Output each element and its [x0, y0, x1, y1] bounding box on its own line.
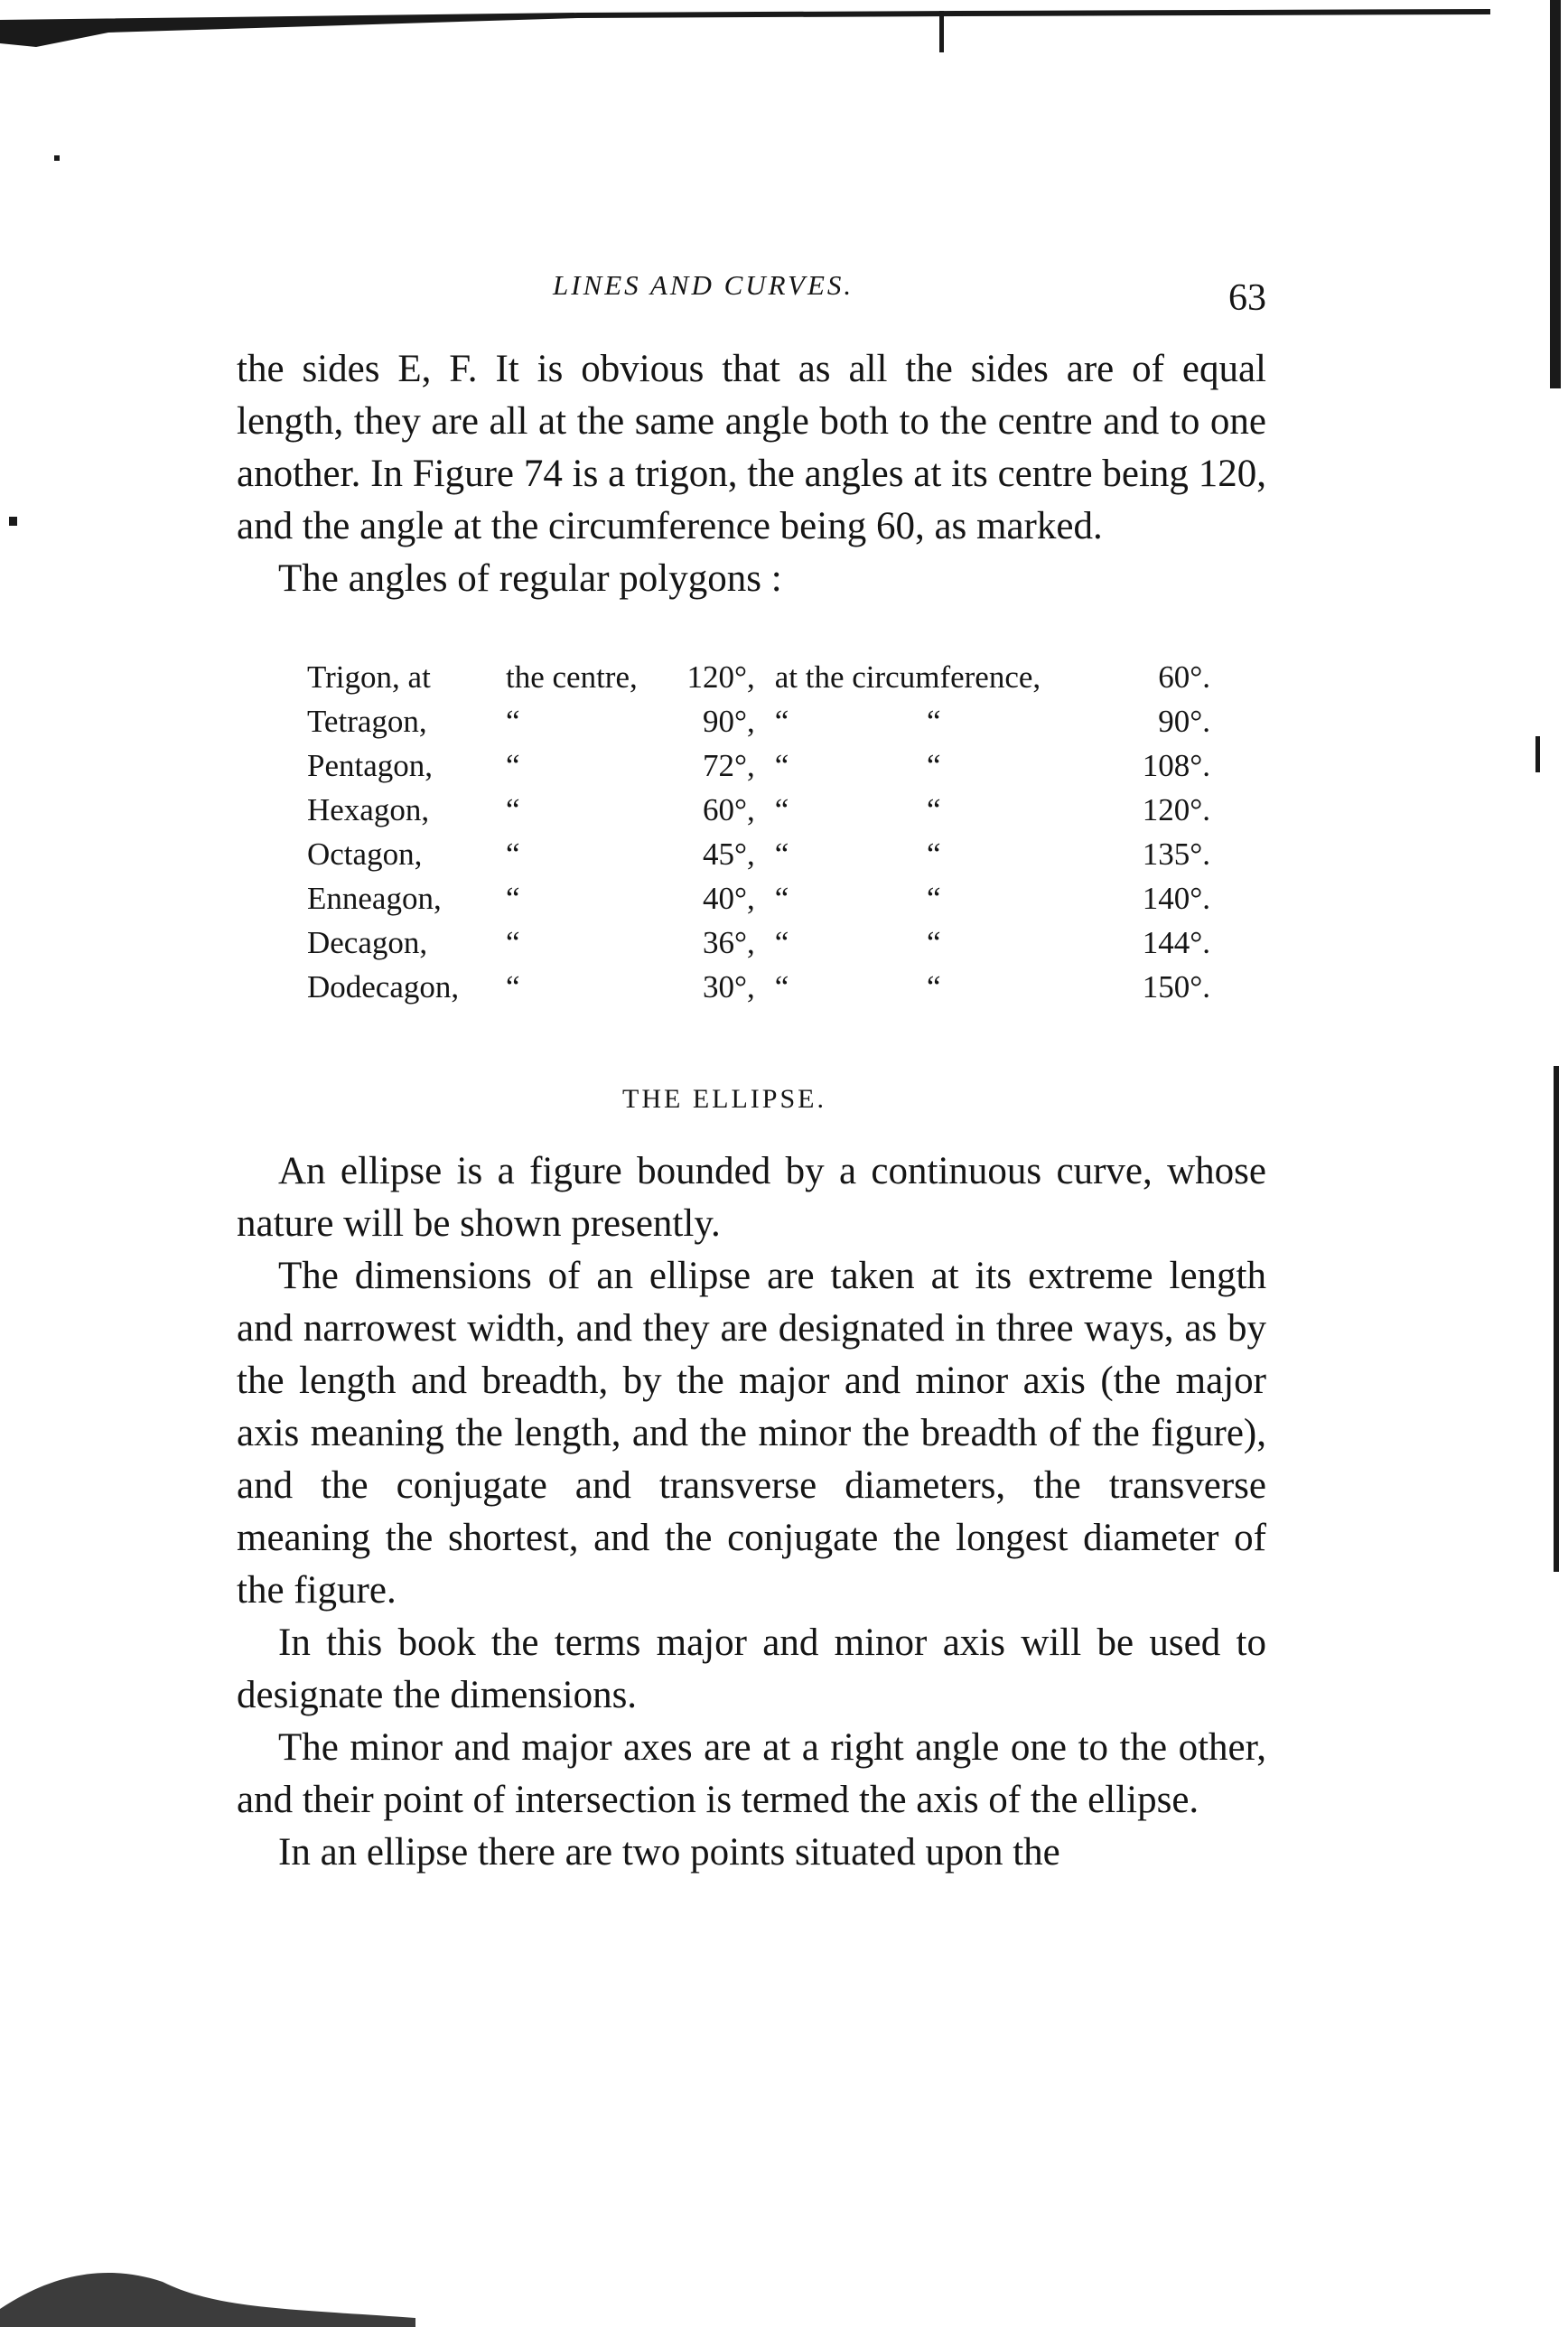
table-row [307, 881, 1210, 925]
ditto-mark: “ [774, 704, 789, 739]
ditto-mark: “ [926, 925, 941, 960]
centre-label: the centre, [506, 659, 638, 695]
polygon-name: Pentagon, [307, 748, 434, 783]
ditto-mark: “ [506, 792, 520, 827]
ditto-mark: “ [774, 748, 789, 783]
paragraph: In this book the terms major and minor axis will be used to designate the dimensions. [237, 1621, 1266, 1716]
centre-angle: 90°, [703, 704, 755, 739]
centre-angle: 60°, [703, 792, 755, 827]
table-row [307, 836, 1210, 881]
centre-angle: 45°, [703, 836, 755, 872]
ditto-mark: “ [506, 748, 520, 783]
ditto-mark: “ [926, 836, 941, 872]
polygon-angle-table [307, 659, 1210, 1014]
polygon-name: Tetragon, [307, 704, 427, 739]
centre-angle: 30°, [703, 969, 755, 1005]
page-number: 63 [1228, 277, 1266, 319]
centre-angle: 120°, [686, 659, 755, 695]
table-row [307, 969, 1210, 1014]
ditto-mark: “ [926, 792, 941, 827]
ditto-mark: “ [926, 704, 941, 739]
centre-angle: 72°, [703, 748, 755, 783]
table-row [307, 704, 1210, 748]
ditto-mark: “ [506, 704, 520, 739]
section-heading: THE ELLIPSE. [622, 1084, 826, 1114]
table-row [307, 659, 1210, 704]
ditto-mark: “ [926, 881, 941, 916]
polygon-name: Hexagon, [307, 792, 430, 827]
ditto-mark: “ [926, 969, 941, 1005]
ditto-mark: “ [774, 881, 789, 916]
ditto-mark: “ [926, 748, 941, 783]
circumference-angle: 120°. [1142, 792, 1210, 827]
scan-speck [1535, 736, 1540, 772]
paragraph: An ellipse is a figure bounded by a continuous curve, whose nature will be shown presently. [237, 1150, 1266, 1245]
centre-angle: 40°, [703, 881, 755, 916]
polygon-name: Dodecagon, [307, 969, 460, 1005]
circumference-angle: 140°. [1142, 881, 1210, 916]
polygon-name: Octagon, [307, 836, 423, 872]
circumference-angle: 90°. [1158, 704, 1210, 739]
paragraph: the sides E, F. It is obvious that as all the sides are of equal length, they are all at the same angle both to the centre and to one another. In Figure 74 is a trigon, the angles at its centre being 120, and the angle at the circumference being 60, as marked. [237, 348, 1266, 547]
polygon-name: Trigon, at [307, 659, 431, 695]
table-row [307, 792, 1210, 836]
table-intro: The angles of regular polygons : [278, 557, 782, 600]
scan-edge-right [1532, 0, 1568, 2327]
ditto-mark: “ [774, 925, 789, 960]
circumference-angle: 144°. [1142, 925, 1210, 960]
circumference-angle: 60°. [1158, 659, 1210, 695]
paragraph: In an ellipse there are two points situated upon the [278, 1831, 1060, 1874]
circumference-label: at the circumference, [774, 659, 1041, 695]
circumference-angle: 150°. [1142, 969, 1210, 1005]
scan-speck [54, 155, 60, 161]
ditto-mark: “ [774, 836, 789, 872]
ditto-mark: “ [506, 969, 520, 1005]
running-title: LINES AND CURVES. [553, 269, 854, 301]
ditto-mark: “ [506, 881, 520, 916]
polygon-name: Decagon, [307, 925, 428, 960]
circumference-angle: 108°. [1142, 748, 1210, 783]
ditto-mark: “ [774, 969, 789, 1005]
circumference-angle: 135°. [1142, 836, 1210, 872]
scan-speck [9, 517, 17, 526]
paragraph: The dimensions of an ellipse are taken at its extreme length and narrowest width, and they are designated in three ways, as by the length and breadth, by the major and minor axis (the major axis meaning the length, and the minor the breadth of the figure), and the conjugate and transverse diameters, the transverse meaning the shortest, and the conjugate the longest diameter of the figure. [237, 1255, 1266, 1612]
ditto-mark: “ [506, 836, 520, 872]
ditto-mark: “ [774, 792, 789, 827]
centre-angle: 36°, [703, 925, 755, 960]
table-row [307, 925, 1210, 969]
table-row [307, 748, 1210, 792]
ditto-mark: “ [506, 925, 520, 960]
running-head [237, 262, 1266, 343]
scan-edge-top [0, 0, 1568, 72]
scan-edge-bottom [0, 2173, 470, 2327]
polygon-name: Enneagon, [307, 881, 442, 916]
paragraph: The minor and major axes are at a right angle one to the other, and their point of intersection is termed the axis of the ellipse. [237, 1726, 1266, 1821]
book-page [237, 262, 1266, 1879]
